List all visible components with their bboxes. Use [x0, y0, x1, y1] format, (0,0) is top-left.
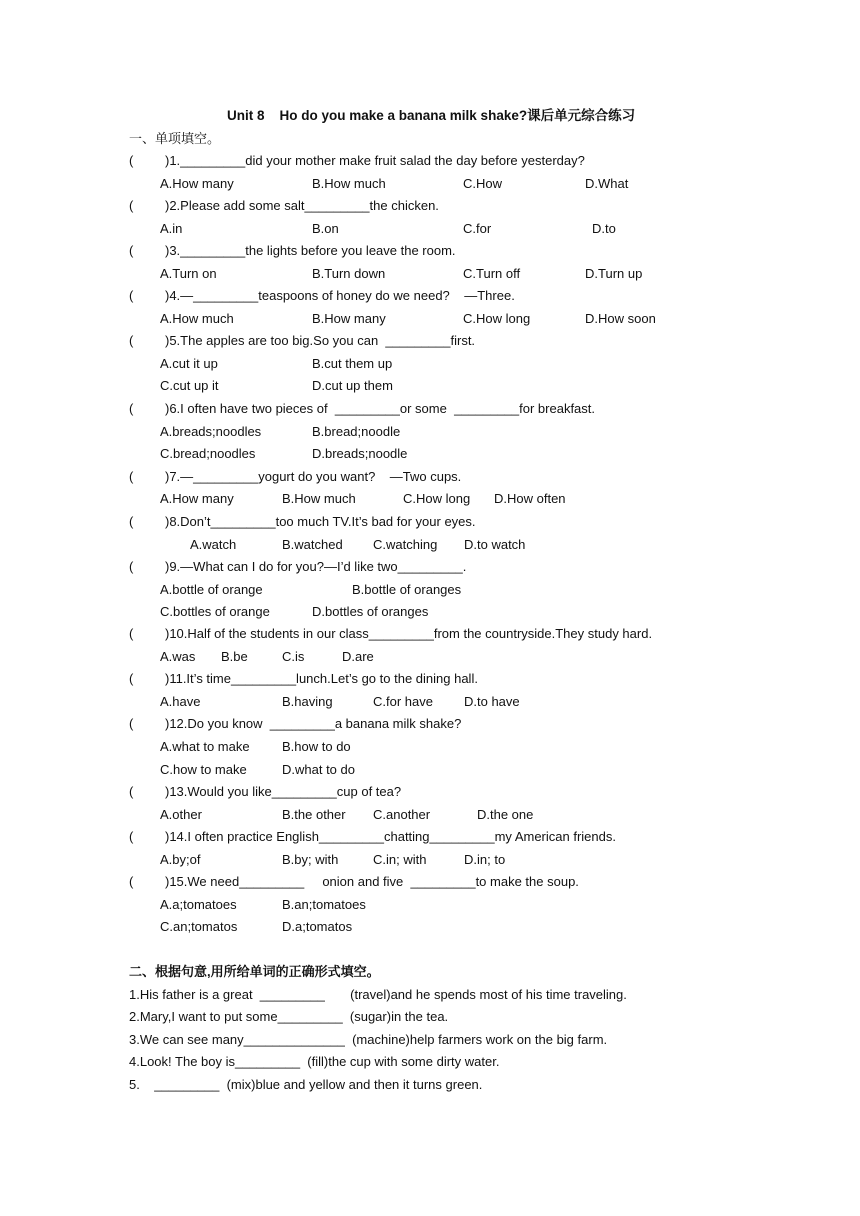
option-c: C.Turn off: [463, 266, 521, 281]
question-stem: )1._________did your mother make fruit salad the day before yesterday?: [165, 153, 585, 168]
option-b: B.the other: [282, 807, 346, 822]
option-d: D.to have: [464, 694, 520, 709]
option-c: C.for: [463, 221, 492, 236]
question-stem: )5.The apples are too big.So you can _________first.: [165, 333, 476, 348]
option-d: D.what to do: [282, 762, 355, 777]
question-stem: )4.—_________teaspoons of honey do we need? —Three.: [165, 288, 515, 303]
option-a: A.other: [160, 807, 202, 822]
answer-paren[interactable]: (: [129, 198, 134, 213]
option-d: D.How soon: [585, 311, 656, 326]
option-a: A.How much: [160, 311, 234, 326]
option-b: B.cut them up: [312, 356, 393, 371]
option-a: A.was: [160, 649, 196, 664]
option-b: B.be: [221, 649, 248, 664]
option-c: C.How: [463, 176, 503, 191]
option-d: D.breads;noodle: [312, 446, 408, 461]
answer-paren[interactable]: (: [129, 716, 134, 731]
option-b: B.on: [312, 221, 339, 236]
option-c: C.is: [282, 649, 305, 664]
option-a: A.How many: [160, 491, 234, 506]
option-c: C.bottles of orange: [160, 604, 270, 619]
option-b: B.bread;noodle: [312, 424, 401, 439]
option-b: B.bottle of oranges: [352, 582, 462, 597]
question-stem: )13.Would you like_________cup of tea?: [165, 784, 402, 799]
option-c: C.cut up it: [160, 378, 219, 393]
question-stem: )10.Half of the students in our class_________from the countryside.They study hard.: [165, 626, 653, 641]
answer-paren[interactable]: (: [129, 514, 134, 529]
question-stem: )2.Please add some salt_________the chicken.: [165, 198, 439, 213]
question-stem: )6.I often have two pieces of _________or some _________for breakfast.: [165, 401, 596, 416]
option-c: C.another: [373, 807, 431, 822]
option-a: A.cut it up: [160, 356, 218, 371]
option-a: A.breads;noodles: [160, 424, 262, 439]
option-b: B.how to do: [282, 739, 351, 754]
option-c: C.for have: [373, 694, 433, 709]
question-stem: )7.—_________yogurt do you want? —Two cups.: [165, 469, 462, 484]
option-c: C.How long: [403, 491, 471, 506]
answer-paren[interactable]: (: [129, 288, 134, 303]
option-d: D.How often: [494, 491, 566, 506]
fill-item-2: 2.Mary,I want to put some_________ (sugar)in the tea.: [129, 1009, 449, 1024]
option-b: B.Turn down: [312, 266, 386, 281]
option-b: B.by; with: [282, 852, 339, 867]
option-d: D.bottles of oranges: [312, 604, 429, 619]
option-b: B.an;tomatoes: [282, 897, 366, 912]
question-stem: )9.—What can I do for you?—I’d like two_________.: [165, 559, 467, 574]
option-d: D.What: [585, 176, 629, 191]
answer-paren[interactable]: (: [129, 829, 134, 844]
option-a: A.watch: [190, 537, 237, 552]
question-stem: )12.Do you know _________a banana milk shake?: [165, 716, 462, 731]
option-b: B.How many: [312, 311, 386, 326]
option-a: A.bottle of orange: [160, 582, 263, 597]
option-a: A.Turn on: [160, 266, 217, 281]
fill-item-1: 1.His father is a great _________ (travel)and he spends most of his time traveling.: [129, 987, 627, 1002]
answer-paren[interactable]: (: [129, 671, 134, 686]
question-stem: )11.It’s time_________lunch.Let’s go to the dining hall.: [165, 671, 478, 686]
answer-paren[interactable]: (: [129, 401, 134, 416]
option-c: C.in; with: [373, 852, 427, 867]
option-a: A.by;of: [160, 852, 201, 867]
option-d: D.to watch: [464, 537, 526, 552]
option-d: D.to: [592, 221, 616, 236]
question-stem: )8.Don’t_________too much TV.It’s bad for your eyes.: [165, 514, 476, 529]
section1-heading: 一、单项填空。: [129, 131, 221, 146]
answer-paren[interactable]: (: [129, 784, 134, 799]
answer-paren[interactable]: (: [129, 559, 134, 574]
option-d: D.a;tomatos: [282, 919, 353, 934]
question-stem: )15.We need_________ onion and five _________to make the soup.: [165, 874, 579, 889]
answer-paren[interactable]: (: [129, 874, 134, 889]
option-a: A.what to make: [160, 739, 250, 754]
fill-item-5: 5. _________ (mix)blue and yellow and then it turns green.: [129, 1077, 483, 1092]
fill-item-4: 4.Look! The boy is_________ (fill)the cup with some dirty water.: [129, 1054, 500, 1069]
option-b: B.watched: [282, 537, 343, 552]
answer-paren[interactable]: (: [129, 626, 134, 641]
option-b: B.having: [282, 694, 333, 709]
option-d: D.in; to: [464, 852, 506, 867]
option-a: A.a;tomatoes: [160, 897, 237, 912]
option-c: C.how to make: [160, 762, 247, 777]
page-title: Unit 8 Ho do you make a banana milk shake?课后单元综合练习: [227, 108, 636, 123]
option-d: D.are: [342, 649, 374, 664]
option-a: A.have: [160, 694, 201, 709]
option-b: B.How much: [282, 491, 356, 506]
question-stem: )3._________the lights before you leave the room.: [165, 243, 456, 258]
option-a: A.in: [160, 221, 183, 236]
answer-paren[interactable]: (: [129, 153, 134, 168]
option-d: D.Turn up: [585, 266, 643, 281]
answer-paren[interactable]: (: [129, 469, 134, 484]
option-b: B.How much: [312, 176, 386, 191]
answer-paren[interactable]: (: [129, 333, 134, 348]
option-c: C.an;tomatos: [160, 919, 238, 934]
option-c: C.bread;noodles: [160, 446, 256, 461]
answer-paren[interactable]: (: [129, 243, 134, 258]
option-d: D.the one: [477, 807, 534, 822]
option-d: D.cut up them: [312, 378, 393, 393]
option-a: A.How many: [160, 176, 234, 191]
fill-item-3: 3.We can see many______________ (machine)help farmers work on the big farm.: [129, 1032, 608, 1047]
option-c: C.watching: [373, 537, 438, 552]
section2-heading: 二、根据句意,用所给单词的正确形式填空。: [129, 964, 380, 979]
question-stem: )14.I often practice English_________chatting_________my American friends.: [165, 829, 616, 844]
option-c: C.How long: [463, 311, 531, 326]
